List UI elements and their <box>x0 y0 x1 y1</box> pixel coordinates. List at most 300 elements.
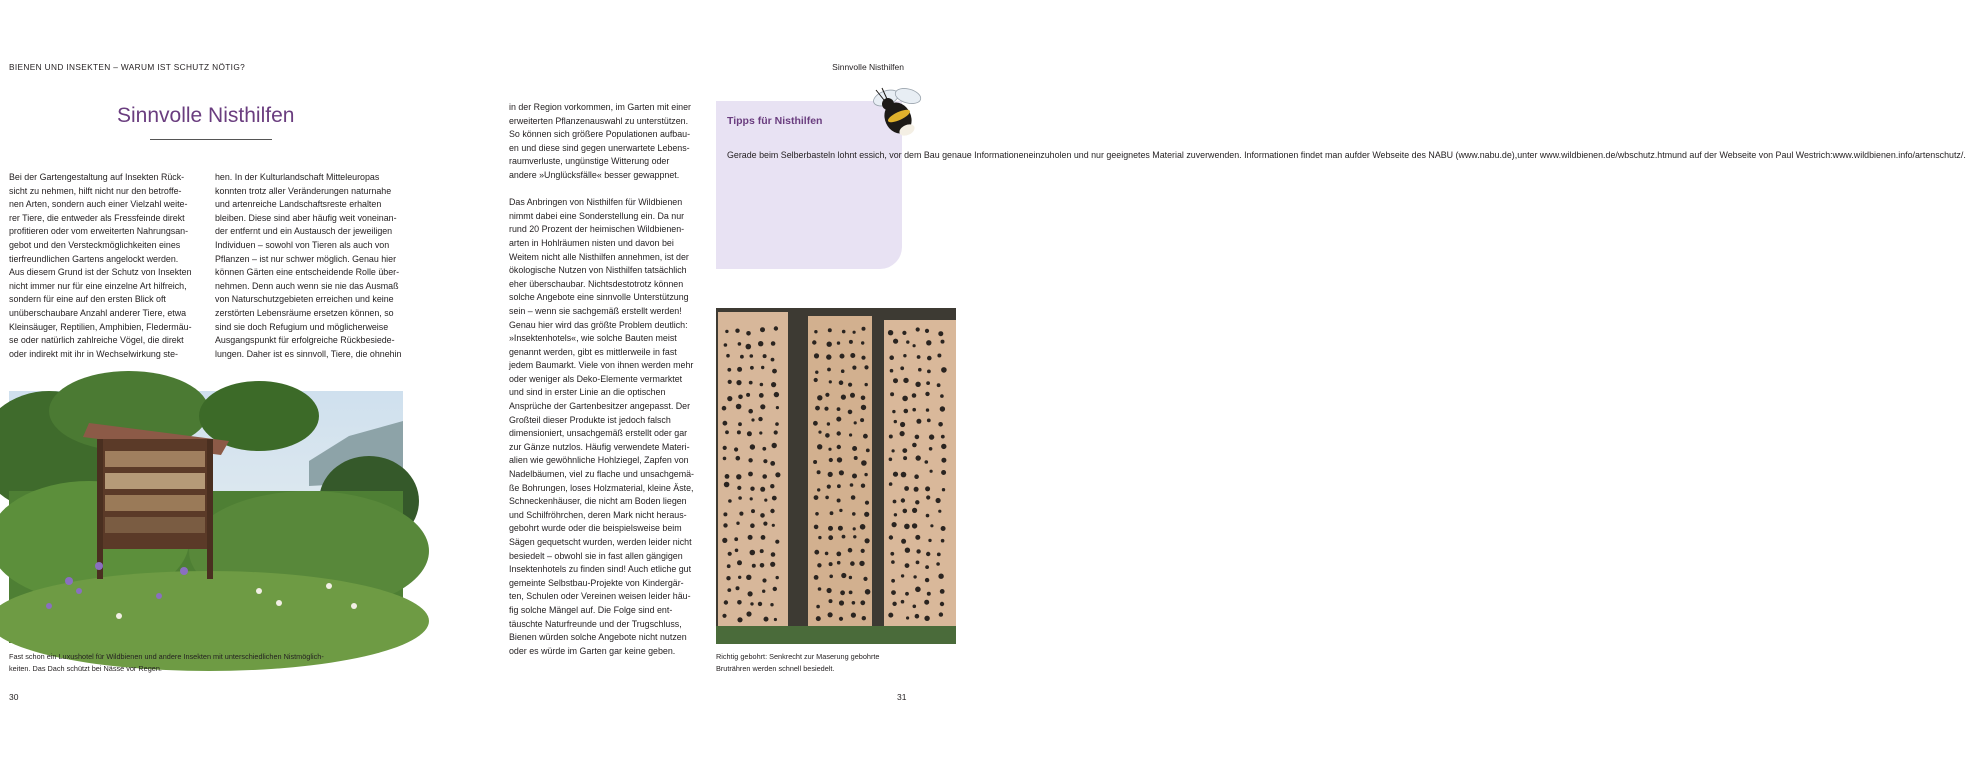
drill-hole <box>770 603 773 606</box>
drill-hole <box>936 562 940 566</box>
text-line: Genau hier wird das größte Problem deutlich: <box>509 319 688 330</box>
text-line: gebot und den Versteckmöglichkeiten eines <box>9 239 181 250</box>
text-line: und Schilfröhrchen, deren Mark nicht heraus- <box>509 509 687 520</box>
text-line: der Webseite des NABU (www.nabu.de), <box>1357 150 1518 160</box>
caption-line: Richtig gebohrt: Senkrecht zur Maserung gebohrte <box>716 652 880 661</box>
drill-hole <box>837 561 841 565</box>
text-line: zur Gänze nutzlos. Häufig verwendete Materi- <box>509 441 690 452</box>
drill-hole <box>902 331 906 335</box>
drill-hole <box>916 327 920 331</box>
tips-box-body <box>727 149 1966 163</box>
drill-hole <box>827 368 831 372</box>
drill-hole <box>839 509 842 512</box>
page-title: Sinnvolle Nisthilfen <box>117 104 295 127</box>
text-line: se oder natürlich zahlreiche Vögel, die direkt <box>9 335 184 346</box>
drill-hole <box>940 394 944 398</box>
drill-hole <box>861 341 864 344</box>
drill-hole <box>728 380 732 384</box>
drill-hole <box>861 356 865 360</box>
drill-hole <box>726 576 730 580</box>
drill-hole <box>746 331 751 336</box>
drill-hole <box>814 575 819 580</box>
drill-hole <box>861 405 866 410</box>
drill-hole <box>862 616 866 620</box>
drill-hole <box>818 536 821 539</box>
drill-hole <box>925 565 929 569</box>
drill-hole <box>737 486 741 490</box>
drill-hole <box>828 472 833 477</box>
drill-hole <box>841 395 846 400</box>
drill-hole <box>938 422 943 427</box>
drill-hole <box>905 592 909 596</box>
text-line: unüberschaubare Anzahl anderer Tiere, etwa <box>9 307 187 318</box>
text-line: und artenreiche Landschaftsreste erhalten <box>215 199 382 210</box>
drill-hole <box>760 404 765 409</box>
drill-hole <box>813 460 817 464</box>
drill-hole <box>817 488 820 491</box>
text-line: oder weniger als Deko-Elemente vermarktet <box>509 373 683 384</box>
drill-hole <box>816 605 820 609</box>
drill-hole <box>817 395 822 400</box>
drill-hole <box>824 407 828 411</box>
page-number-left: 30 <box>9 692 19 702</box>
drill-hole <box>828 612 833 617</box>
drill-hole <box>889 355 894 360</box>
drill-hole <box>853 527 856 530</box>
text-line: und auf der Webseite von Paul Westrich: <box>1672 150 1833 160</box>
drill-hole <box>734 537 738 541</box>
drill-hole <box>760 563 765 568</box>
text-line: sicht zu nehmen, hilft nicht nur den betroffe- <box>9 185 182 196</box>
drill-hole <box>724 343 728 347</box>
drill-hole <box>903 378 908 383</box>
drill-hole <box>842 535 846 539</box>
drill-hole <box>902 448 907 453</box>
caption-line: Fast schon ein Luxushotel für Wildbienen und andere Insekten mit unterschiedlichen Nistmöglich- <box>9 652 324 661</box>
text-line: ten, Schulen oder Vereinen weisen leider häu- <box>509 591 691 602</box>
drill-hole <box>770 484 774 488</box>
drill-hole <box>852 601 856 605</box>
drill-hole <box>837 431 841 435</box>
drill-hole <box>735 549 739 553</box>
drill-hole <box>829 562 833 566</box>
text-line: Bei der Gartengestaltung auf Insekten Rück- <box>9 172 185 182</box>
drill-hole <box>926 408 929 411</box>
text-line: ökologische Nutzen von Nisthilfen tatsächlich <box>509 265 687 276</box>
drill-hole <box>750 444 755 449</box>
text-line: Insektenhotels zu finden sind! Auch etliche gut <box>509 564 692 575</box>
drill-hole <box>925 578 929 582</box>
drill-hole <box>924 600 929 605</box>
drill-hole <box>925 329 929 333</box>
drill-hole <box>762 590 765 593</box>
text-line: nehmen. Denn auch wenn sie nie das Ausmaß <box>215 280 399 291</box>
text-line: www.wildbienen.info/artenschutz/. <box>1832 150 1966 160</box>
drill-hole <box>863 434 868 439</box>
drill-hole <box>825 496 829 500</box>
drill-hole <box>864 512 869 517</box>
drill-hole <box>889 458 893 462</box>
drill-hole <box>892 522 897 527</box>
drill-hole <box>916 419 921 424</box>
drill-hole <box>849 591 853 595</box>
text-line: Individuen – sowohl von Tieren als auch von <box>215 239 390 250</box>
drill-hole <box>893 339 898 344</box>
text-line: oder indirekt mit ihr in Wechselwirkung ste- <box>9 348 179 359</box>
drill-hole <box>827 342 832 347</box>
running-header-left: BIENEN UND INSEKTEN – WARUM IST SCHUTZ NÖTIG? <box>9 62 246 72</box>
drill-hole <box>900 422 905 427</box>
drill-hole <box>852 366 856 370</box>
drill-hole <box>915 500 919 504</box>
drill-hole <box>913 575 916 578</box>
drill-hole <box>736 522 739 525</box>
text-line: Kleinsäuger, Reptilien, Amphibien, Fledermäu- <box>9 321 192 332</box>
text-line: solche Angebote eine sinnvolle Unterstützung <box>509 292 689 303</box>
drill-hole <box>830 511 834 515</box>
text-line: können Gärten eine entscheidende Rolle über- <box>215 267 400 278</box>
drill-hole <box>840 590 845 595</box>
caption-garden-photo <box>9 651 324 674</box>
drill-hole <box>851 613 856 618</box>
drill-hole <box>915 614 920 619</box>
drill-hole <box>772 443 777 448</box>
drill-hole <box>906 616 909 619</box>
drill-hole <box>724 600 728 604</box>
drill-hole <box>816 616 821 621</box>
text-line: genannt werden, gibt es mittlerweile in fast <box>509 346 677 357</box>
drill-hole <box>826 354 831 359</box>
drill-hole <box>849 576 852 579</box>
drill-hole <box>940 406 945 411</box>
drill-hole <box>762 447 766 451</box>
drill-hole <box>865 501 869 505</box>
drill-hole <box>814 330 817 333</box>
drill-hole <box>815 371 818 374</box>
drilled-wood-blocks-photo <box>716 308 956 644</box>
drill-hole <box>736 474 741 479</box>
drill-hole <box>942 488 945 491</box>
drill-hole <box>836 552 841 557</box>
drill-hole <box>842 330 846 334</box>
drill-hole <box>829 599 833 603</box>
drill-hole <box>893 472 898 477</box>
drill-hole <box>725 430 729 434</box>
drill-hole <box>929 447 933 451</box>
drill-hole <box>848 383 852 387</box>
drill-hole <box>827 588 832 593</box>
drill-hole <box>839 470 844 475</box>
drill-hole <box>927 356 932 361</box>
drill-hole <box>939 612 943 616</box>
drill-hole <box>839 600 844 605</box>
text-line: verwenden. Informationen findet man auf <box>1195 150 1358 160</box>
drill-hole <box>747 431 752 436</box>
drill-hole <box>852 446 857 451</box>
drill-hole <box>750 550 756 556</box>
drill-hole <box>760 513 765 518</box>
drill-hole <box>828 448 831 451</box>
tips-box-title: Tipps für Nisthilfen <box>727 115 823 127</box>
drill-hole <box>937 354 941 358</box>
drill-hole <box>890 392 894 396</box>
drill-hole <box>740 355 744 359</box>
drill-hole <box>904 524 910 530</box>
text-line: eher überschaubar. Nichtsdestotrotz können <box>509 278 684 289</box>
drill-hole <box>926 340 931 345</box>
drill-hole <box>891 579 895 583</box>
drill-hole <box>750 497 753 500</box>
text-line: bleiben. Diese sind aber häufig weit voneinan- <box>215 212 397 223</box>
text-line: der entfernt und ein Austausch der jeweiligen <box>215 226 393 237</box>
drill-hole <box>912 523 917 528</box>
drill-hole <box>891 590 896 595</box>
drill-hole <box>725 330 728 333</box>
drill-hole <box>849 433 852 436</box>
text-line: nicht immer nur für eine einzelne Art hilfreich, <box>9 280 187 291</box>
text-line: sind sie doch Refugium und möglicherweise <box>215 321 389 332</box>
drill-hole <box>736 456 741 461</box>
drill-hole <box>771 341 776 346</box>
drill-hole <box>727 564 731 568</box>
drill-hole <box>859 561 864 566</box>
drill-hole <box>927 592 931 596</box>
page-number-right: 31 <box>897 692 907 702</box>
drill-hole <box>894 513 897 516</box>
drill-hole <box>905 548 910 553</box>
drill-hole <box>866 449 870 453</box>
drill-hole <box>723 523 727 527</box>
text-line: gebohrt wurde oder die beispielsweise beim <box>509 523 682 534</box>
text-line: besiedelt – obwohl sie in fast allen gängigen <box>509 550 683 561</box>
drill-hole <box>941 470 946 475</box>
drill-hole <box>936 498 941 503</box>
drill-hole <box>938 574 943 579</box>
drill-hole <box>734 447 738 451</box>
drill-hole <box>746 393 750 397</box>
drill-hole <box>941 444 946 449</box>
running-header-right: Sinnvolle Nisthilfen <box>832 62 904 72</box>
drill-hole <box>850 483 854 487</box>
drill-hole <box>817 470 821 474</box>
drill-hole <box>837 499 841 503</box>
drill-hole <box>916 549 920 553</box>
drill-hole <box>758 417 762 421</box>
drill-hole <box>890 369 894 373</box>
text-line: täuschte Naturfreunde und der Trugschluss, <box>509 618 682 629</box>
drill-hole <box>848 410 853 415</box>
drill-hole <box>771 382 776 387</box>
text-line: Großteil dieser Produkte ist jedoch falsch <box>509 414 671 425</box>
text-column-1 <box>9 171 192 361</box>
drill-hole <box>918 368 922 372</box>
drill-hole <box>723 446 727 450</box>
drill-hole <box>912 508 917 513</box>
text-line: arten in Hohlräumen nisten und davon bei <box>509 237 674 248</box>
drill-hole <box>723 457 727 461</box>
text-line: rer Tiere, die entweder als Fressfeinde direkt <box>9 212 185 223</box>
drill-hole <box>904 486 909 491</box>
drill-hole <box>894 420 897 423</box>
drill-hole <box>814 378 818 382</box>
drill-hole <box>849 340 853 344</box>
drill-hole <box>748 472 753 477</box>
drill-hole <box>892 410 895 413</box>
title-underline <box>150 139 272 140</box>
drill-hole <box>727 588 731 592</box>
text-line: tierfreundlichen Gartens angelockt werden. <box>9 253 179 264</box>
text-line: einzuholen und nur geeignetes Material zu <box>1028 150 1196 160</box>
drill-hole <box>775 472 780 477</box>
drill-hole <box>861 549 865 553</box>
drill-hole <box>891 560 895 564</box>
drill-hole <box>941 435 945 439</box>
drill-hole <box>829 575 833 579</box>
drill-hole <box>758 341 763 346</box>
drill-hole <box>722 614 726 618</box>
drill-hole <box>760 487 765 492</box>
text-line <box>509 183 694 197</box>
drill-hole <box>772 369 777 374</box>
drill-hole <box>938 510 941 513</box>
text-line: Nadelbäumen, viel zu flache und unsachgemä- <box>509 469 695 480</box>
drill-hole <box>746 611 751 616</box>
text-line: lungen. Daher ist es sinnvoll, Tiere, die ohnehin <box>215 348 402 359</box>
drill-hole <box>864 473 867 476</box>
drill-hole <box>760 549 764 553</box>
drill-hole <box>924 616 929 621</box>
text-line: sich, vor dem Bau genaue Informationen <box>868 150 1029 160</box>
text-line: sondern für eine auf den ersten Blick oft <box>9 294 166 305</box>
drill-hole <box>815 512 819 516</box>
caption-wood-photo <box>716 651 879 674</box>
drill-hole <box>902 396 908 402</box>
drill-hole <box>904 409 909 414</box>
drill-hole <box>775 422 779 426</box>
text-line: Das Anbringen von Nisthilfen für Wildbienen <box>509 197 683 208</box>
drill-hole <box>815 406 820 411</box>
text-line: in der Region vorkommen, im Garten mit einer <box>509 102 692 112</box>
drill-hole <box>905 563 910 568</box>
drill-hole <box>737 600 742 605</box>
drill-hole <box>837 484 841 488</box>
drill-hole <box>738 496 742 500</box>
drill-hole <box>750 602 753 605</box>
drill-hole <box>837 445 841 449</box>
drill-hole <box>852 474 857 479</box>
text-line: unter www.wildbienen.de/wbschutz.htm <box>1517 150 1673 160</box>
drill-hole <box>914 474 919 479</box>
drill-hole <box>865 589 871 595</box>
text-line: zerstörten Lebensräume ersetzen können, so <box>215 307 394 318</box>
text-line: nen Arten, sondern auch einer Vielzahl weite- <box>9 199 188 210</box>
text-line: Ausgangspunkt für erfolgreiche Rückbesiede- <box>215 335 395 346</box>
insect-hotel-garden-photo <box>9 391 403 643</box>
drill-hole <box>915 535 920 540</box>
text-line: von Naturschutzgebieten erreichen und keine <box>215 294 394 305</box>
drill-hole <box>928 539 931 542</box>
drill-hole <box>746 575 751 580</box>
drill-hole <box>763 522 767 526</box>
drill-hole <box>837 457 842 462</box>
drill-hole <box>839 617 843 621</box>
drill-hole <box>829 380 832 383</box>
drill-hole <box>723 512 727 516</box>
drill-hole <box>770 461 775 466</box>
drill-hole <box>912 393 917 398</box>
drill-hole <box>863 577 867 581</box>
drill-hole <box>813 421 818 426</box>
drill-hole <box>722 538 727 543</box>
drill-hole <box>772 496 777 501</box>
drill-hole <box>735 329 739 333</box>
text-line: Ansprüche der Gartenbesitzer angepasst. Der <box>509 401 691 412</box>
drill-hole <box>814 495 819 500</box>
drill-hole <box>926 514 930 518</box>
drill-hole <box>854 421 857 424</box>
drill-hole <box>906 340 909 343</box>
drill-hole <box>941 340 945 344</box>
drill-hole <box>915 435 920 440</box>
text-column-3 <box>509 101 694 658</box>
drill-hole <box>930 524 933 527</box>
drill-hole <box>736 380 741 385</box>
drill-hole <box>736 404 742 410</box>
text-line: So können sich größere Populationen aufbau- <box>509 129 691 140</box>
drill-hole <box>739 512 743 516</box>
drill-hole <box>761 366 764 369</box>
drill-hole <box>737 367 742 372</box>
drill-hole <box>827 422 830 425</box>
drill-hole <box>764 499 767 502</box>
drill-hole <box>888 613 893 618</box>
text-line: profitieren oder vom erweiterten Nahrungsan- <box>9 226 189 237</box>
drill-hole <box>929 434 934 439</box>
drill-hole <box>839 380 844 385</box>
drill-hole <box>915 587 921 593</box>
drill-hole <box>860 418 864 422</box>
text-line: Weitem nicht alle Nisthilfen annehmen, ist der <box>509 251 689 262</box>
drill-hole <box>722 406 727 411</box>
drill-hole <box>759 431 762 434</box>
drill-hole <box>774 430 778 434</box>
text-line: gemeinte Selbstbau-Projekte von Kindergär- <box>509 577 684 588</box>
drill-hole <box>825 433 830 438</box>
drill-hole <box>853 535 856 538</box>
drill-hole <box>901 539 906 544</box>
drill-hole <box>862 327 866 331</box>
drill-hole <box>829 458 833 462</box>
drill-hole <box>888 330 893 335</box>
text-line: raumverluste, ungünstige Witterung oder <box>509 156 670 167</box>
drill-hole <box>860 524 866 530</box>
text-line: erweiterten Pflanzenauswahl zu unterstützen. <box>509 115 689 126</box>
drill-hole <box>736 586 740 590</box>
drill-hole <box>892 602 896 606</box>
drill-hole <box>738 576 741 579</box>
drill-hole <box>774 326 778 330</box>
drill-hole <box>925 392 929 396</box>
drill-hole <box>840 354 845 359</box>
text-line: dimensioniert, unsachgemäß erstellt oder gar <box>509 428 688 439</box>
drill-hole <box>841 369 845 373</box>
drill-hole <box>837 407 841 411</box>
text-line: Aus diesem Grund ist der Schutz von Insekten <box>9 267 192 278</box>
drill-hole <box>773 587 777 591</box>
text-line: Gerade beim Selberbasteln lohnt es <box>727 150 869 160</box>
drill-hole <box>925 486 930 491</box>
drill-hole <box>941 458 946 463</box>
